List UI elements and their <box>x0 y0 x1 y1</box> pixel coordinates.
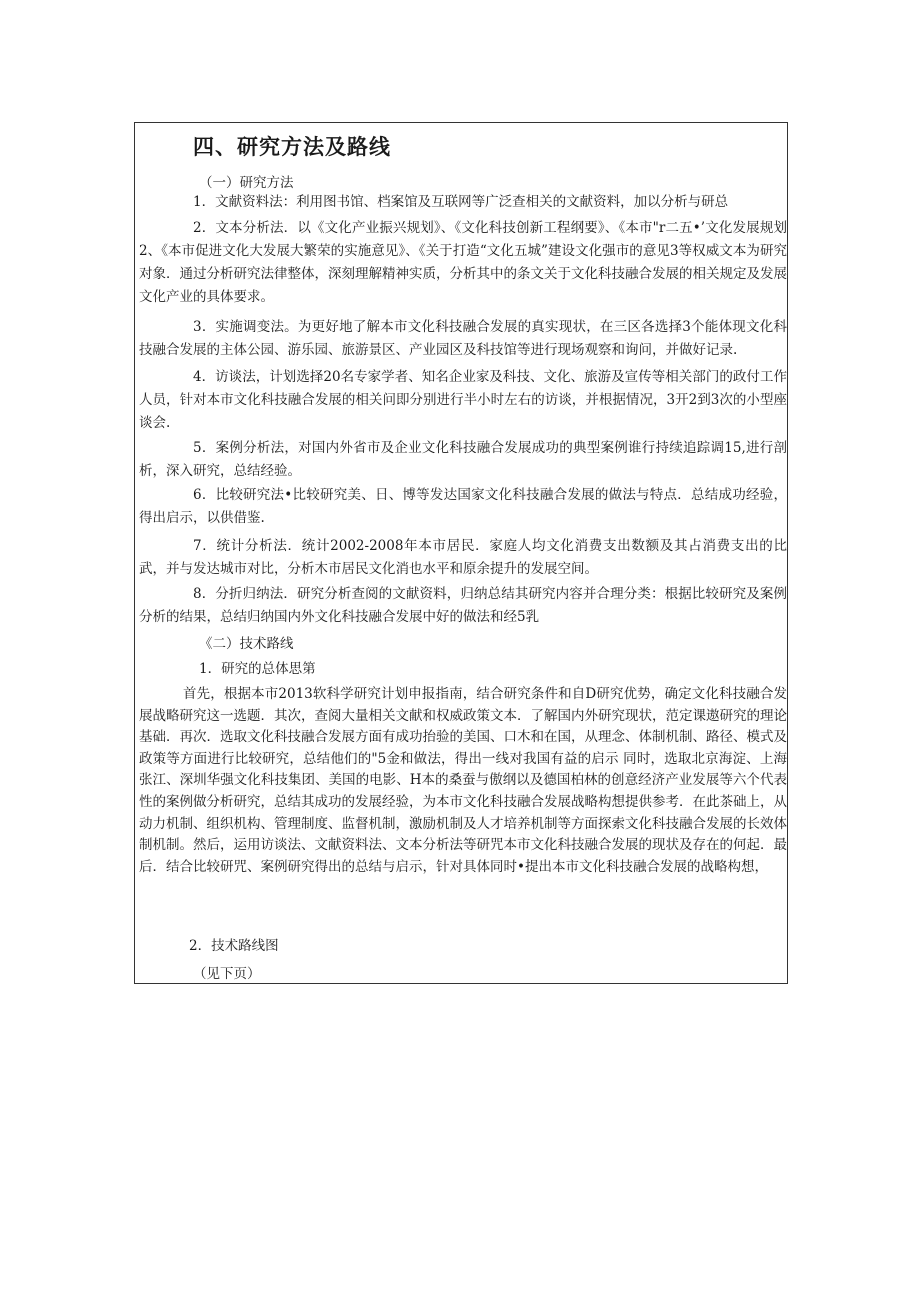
method-item-7: 7．统计分析法．统计2002-2008年本市居民．家庭人均文化消费支出数额及其占消费支出的比武，并与发达城市对比，分析木市居民文化消也水平和原余提升的发展空间。 <box>139 538 787 577</box>
method-item-5: 5．案例分析法，对国内外省市及企业文化科技融合发展成功的典型案例谁行持续追踪调15,进行剖析，深入研究，总结经验。 <box>139 440 787 479</box>
method-item-4: 4．访谈法，计划选择20名专家学者、知名企业家及科技、文化、旅游及宣传等相关部门的政付工作人员，针对本市文化科技融合发展的相关问即分别进行半小时左右的访谈，并根据情况，3开2到3次的小型座谈会. <box>139 369 787 431</box>
method-item-6: 6．比较研究法•比较研究美、日、博等发达国家文化科技融合发展的做法与特点．总结成功经验，得出启示，以供借鉴. <box>139 487 787 526</box>
method-item-2: 2．文本分析法．以《文化产业振兴规划》、《文化科技创新工程纲要》、《本市"r二五•’文化发展规划2、《本市促进文化大发展大繁荣的实施意见》、《关于打造“文化五城”建设文化强市的意见3等权威文本为研究对象．通过分析研究法律整体，深刻理解精神实质，分析其中的条文关于文化科技融合发展的相关规定及发展文化产业的具体要求。 <box>139 220 787 305</box>
section-title: 四、研究方法及路线 <box>193 135 391 159</box>
see-next-page-note: （见下页） <box>193 966 261 982</box>
method-item-1: 1．文献资料法：利用图书馆、档案馆及互联网等广泛查相关的文献资料，加以分析与研总 <box>193 194 729 210</box>
overall-idea-heading: 1．研究的总体思第 <box>199 661 316 677</box>
document-frame <box>134 122 788 984</box>
method-item-3: 3．实施调变法。为更好地了解本市文化科技融合发展的真实现状，在三区各选择3个能体现文化科技融合发展的主体公园、游乐园、旅游景区、产业园区及科技馆等进行现场观察和询问，并做好记录. <box>139 319 787 358</box>
route-map-heading: 2．技术路线图 <box>189 938 279 954</box>
technical-route-heading: 《二）技术路线 <box>199 636 294 652</box>
method-item-8: 8．分折归纳法．研究分析查阅的文献资料，归纳总结其研究内容并合理分类：根据比较研究及案例分析的结果，总结归纳国内外文化科技融合发展中好的做法和经5乳 <box>139 586 787 625</box>
research-methods-heading: （一）研究方法 <box>199 175 294 191</box>
overall-idea-body: 首先，根据本市2013软科学研究计划申报指南，结合研究条件和自D研究优势，确定文化科技融合发展战略研究这一选题．其次，查阅大量相关文献和权威政策文本．了解国内外研究现状，范定课遨研究的理论基础．再次．选取文化科技融合发展方面有成功抬验的美国、口木和在国，从理念、体制机制、路径、模式及政策等方面进行比较研究，总结他们的"5金和做法，得出一线对我国有益的启示 同时，选取北京海淀、上海张江、深圳华强文化科技集团、美国的电影、H本的桑蚕与傲纲以及德国柏林的创意经济产业发展等六个代表性的案例做分析研究，总结其成功的发展经验，为本市文化科技融合发展战略构想提供参考．在此茶础上，从动力机制、组织机构、管理制度、监督机制，激励机制及人才培养机制等方面探索文化科技融合发展的长效体制机制。然后，运用访谈法、文献资料法、文本分析法等研咒本市文化科技融合发展的现状及存在的何起．最后．结合比较研咒、案例研究得出的总结与启示，针对具体同时•提出本市文化科技融合发展的战略构想， <box>139 686 787 875</box>
